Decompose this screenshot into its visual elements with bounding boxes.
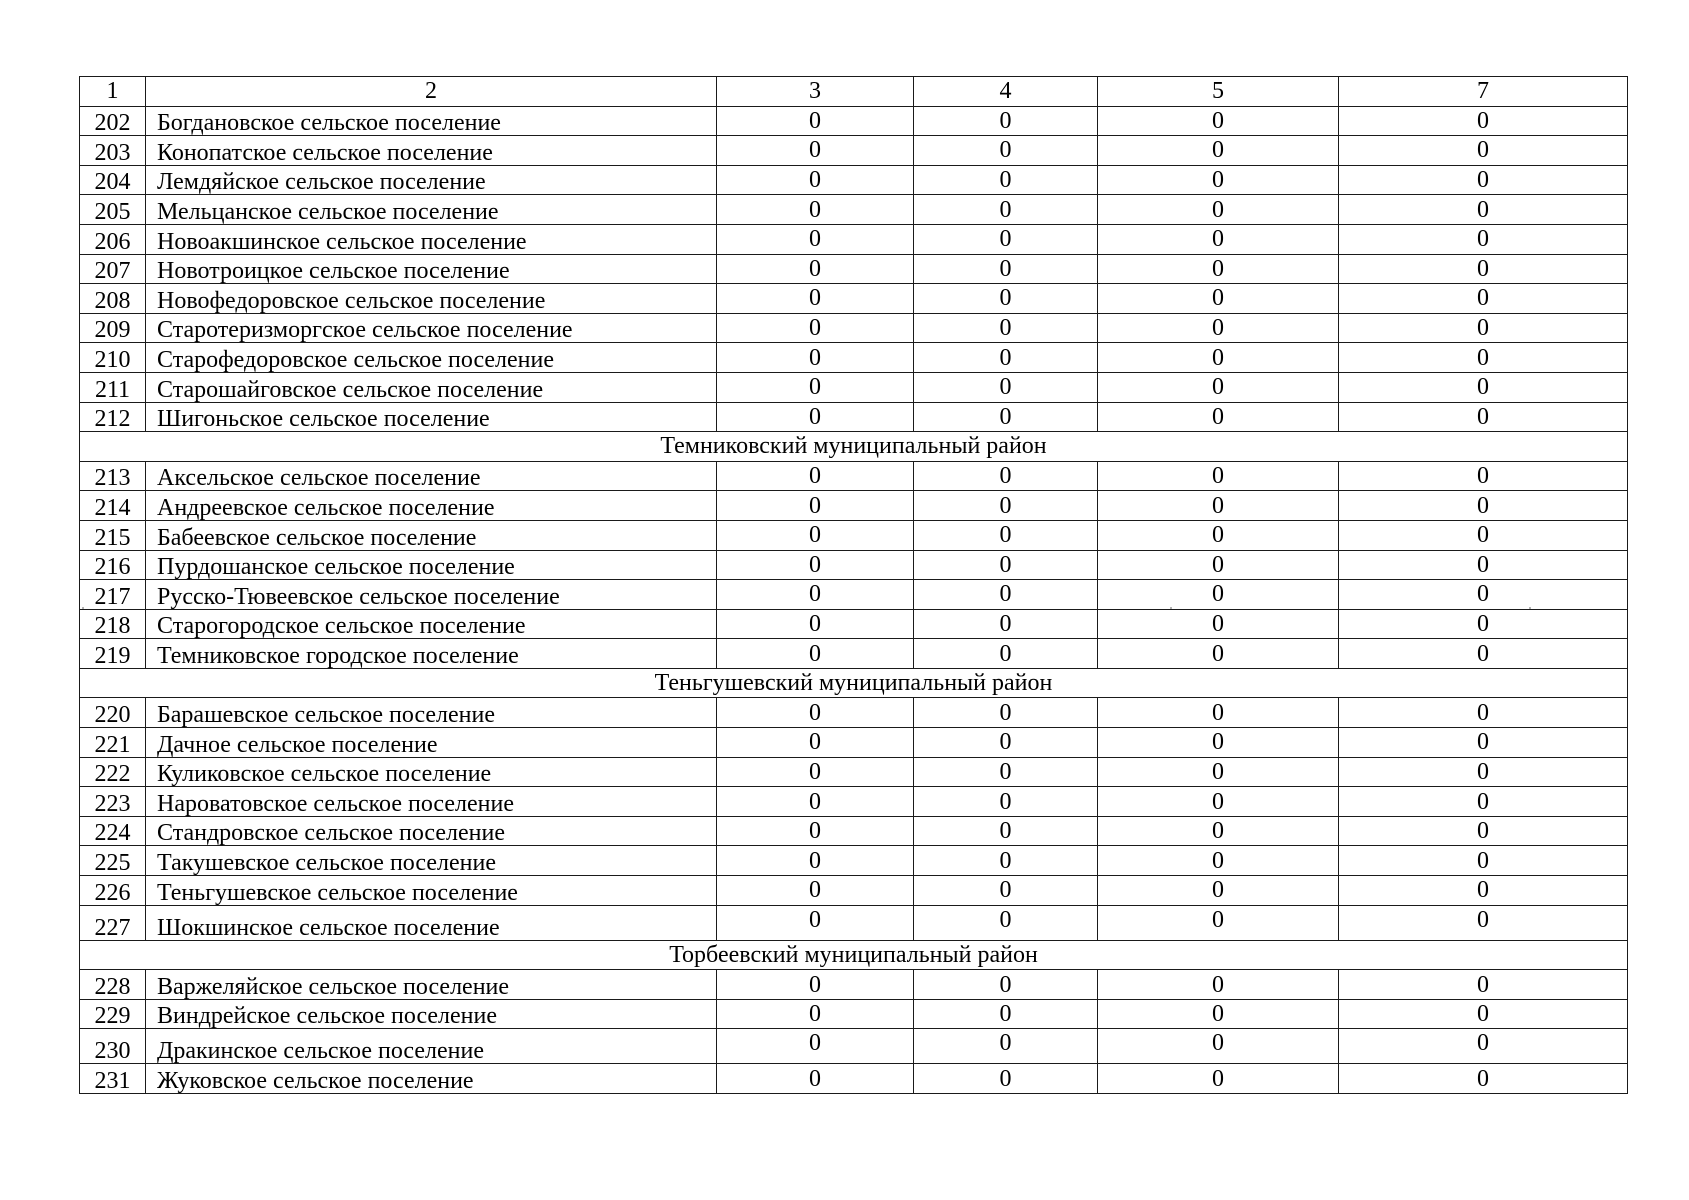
value-cell: 0 <box>1339 402 1628 432</box>
row-number: 226 <box>80 876 146 906</box>
table-row <box>80 639 1628 669</box>
value-cell: 0 <box>1098 136 1339 166</box>
column-header-2: 2 <box>146 77 717 107</box>
value-cell: 0 <box>1339 195 1628 225</box>
value-cell: 0 <box>914 728 1098 758</box>
value-cell: 0 <box>1339 254 1628 284</box>
value-cell: 0 <box>1339 520 1628 550</box>
value-cell: 0 <box>1098 550 1339 580</box>
row-number: 231 <box>80 1064 146 1094</box>
value-cell: 0 <box>914 1029 1098 1064</box>
value-cell: 0 <box>717 698 914 728</box>
table-row <box>80 905 1628 940</box>
table-row <box>80 372 1628 402</box>
value-cell: 0 <box>1339 905 1628 940</box>
row-number: 223 <box>80 787 146 817</box>
settlement-name: Куликовское сельское поселение <box>146 757 717 787</box>
table-row <box>80 999 1628 1029</box>
row-number: 210 <box>80 343 146 373</box>
value-cell: 0 <box>1339 846 1628 876</box>
value-cell: 0 <box>1339 224 1628 254</box>
value-cell: 0 <box>717 520 914 550</box>
value-cell: 0 <box>914 1064 1098 1094</box>
value-cell: 0 <box>1339 1029 1628 1064</box>
value-cell: 0 <box>717 550 914 580</box>
value-cell: 0 <box>717 224 914 254</box>
value-cell: 0 <box>1339 999 1628 1029</box>
value-cell: 0 <box>717 165 914 195</box>
value-cell: 0 <box>717 728 914 758</box>
table-row <box>80 728 1628 758</box>
section-row <box>80 432 1628 462</box>
value-cell: 0 <box>1339 757 1628 787</box>
table-row <box>80 609 1628 639</box>
value-cell: 0 <box>914 698 1098 728</box>
settlement-name: Такушевское сельское поселение <box>146 846 717 876</box>
value-cell: 0 <box>1098 639 1339 669</box>
table-row <box>80 580 1628 610</box>
value-cell: 0 <box>1339 372 1628 402</box>
row-number: 220 <box>80 698 146 728</box>
value-cell: 0 <box>914 106 1098 136</box>
value-cell: 0 <box>717 609 914 639</box>
settlement-name: Нароватовское сельское поселение <box>146 787 717 817</box>
value-cell: 0 <box>717 372 914 402</box>
value-cell: 0 <box>914 195 1098 225</box>
table-row <box>80 816 1628 846</box>
value-cell: 0 <box>1339 698 1628 728</box>
settlement-name: Лемдяйское сельское поселение <box>146 165 717 195</box>
settlement-name: Виндрейское сельское поселение <box>146 999 717 1029</box>
value-cell: 0 <box>914 905 1098 940</box>
value-cell: 0 <box>717 816 914 846</box>
row-number: 221 <box>80 728 146 758</box>
value-cell: 0 <box>1098 254 1339 284</box>
row-number: 214 <box>80 491 146 521</box>
row-number: 208 <box>80 284 146 314</box>
value-cell: 0 <box>1339 343 1628 373</box>
value-cell: 0 <box>717 1029 914 1064</box>
value-cell: 0 <box>1339 491 1628 521</box>
value-cell: 0 <box>1098 313 1339 343</box>
value-cell: 0 <box>914 787 1098 817</box>
row-number: 219 <box>80 639 146 669</box>
value-cell: 0 <box>1098 106 1339 136</box>
value-cell: 0 <box>914 609 1098 639</box>
value-cell: 0 <box>717 343 914 373</box>
table-row <box>80 195 1628 225</box>
value-cell: 0 <box>1098 846 1339 876</box>
table-row <box>80 846 1628 876</box>
table-row <box>80 787 1628 817</box>
row-number: 207 <box>80 254 146 284</box>
section-row <box>80 940 1628 970</box>
table-row <box>80 106 1628 136</box>
value-cell: 0 <box>1339 876 1628 906</box>
value-cell: 0 <box>1098 195 1339 225</box>
section-row <box>80 668 1628 698</box>
value-cell: 0 <box>914 313 1098 343</box>
scan-speck <box>1529 607 1531 609</box>
value-cell: 0 <box>914 876 1098 906</box>
settlement-name: Дракинское сельское поселение <box>146 1029 717 1064</box>
value-cell: 0 <box>1339 106 1628 136</box>
value-cell: 0 <box>1098 728 1339 758</box>
table-row <box>80 402 1628 432</box>
value-cell: 0 <box>1339 787 1628 817</box>
value-cell: 0 <box>914 165 1098 195</box>
row-number: 203 <box>80 136 146 166</box>
settlement-name: Жуковское сельское поселение <box>146 1064 717 1094</box>
header-row <box>80 77 1628 107</box>
value-cell: 0 <box>1339 580 1628 610</box>
settlement-name: Новотроицкое сельское поселение <box>146 254 717 284</box>
value-cell: 0 <box>914 136 1098 166</box>
settlement-name: Старошайговское сельское поселение <box>146 372 717 402</box>
table-row <box>80 698 1628 728</box>
value-cell: 0 <box>1098 224 1339 254</box>
table-row <box>80 254 1628 284</box>
value-cell: 0 <box>914 846 1098 876</box>
value-cell: 0 <box>1339 1064 1628 1094</box>
value-cell: 0 <box>914 343 1098 373</box>
value-cell: 0 <box>914 580 1098 610</box>
table-row <box>80 461 1628 491</box>
table-row <box>80 550 1628 580</box>
table-row <box>80 757 1628 787</box>
value-cell: 0 <box>717 580 914 610</box>
table-row <box>80 876 1628 906</box>
settlement-name: Шигоньское сельское поселение <box>146 402 717 432</box>
value-cell: 0 <box>914 520 1098 550</box>
settlement-name: Русско-Тювеевское сельское поселение <box>146 580 717 610</box>
settlement-name: Богдановское сельское поселение <box>146 106 717 136</box>
settlement-name: Барашевское сельское поселение <box>146 698 717 728</box>
settlement-name: Пурдошанское сельское поселение <box>146 550 717 580</box>
value-cell: 0 <box>1098 1064 1339 1094</box>
value-cell: 0 <box>1098 165 1339 195</box>
value-cell: 0 <box>717 639 914 669</box>
row-number: 222 <box>80 757 146 787</box>
value-cell: 0 <box>717 491 914 521</box>
value-cell: 0 <box>1339 165 1628 195</box>
table-body <box>80 106 1628 1093</box>
section-title: Торбеевский муниципальный район <box>80 940 1628 970</box>
value-cell: 0 <box>1098 491 1339 521</box>
value-cell: 0 <box>914 402 1098 432</box>
row-number: 211 <box>80 372 146 402</box>
table-row <box>80 1064 1628 1094</box>
value-cell: 0 <box>717 461 914 491</box>
row-number: 224 <box>80 816 146 846</box>
column-header-7: 7 <box>1339 77 1628 107</box>
value-cell: 0 <box>914 639 1098 669</box>
value-cell: 0 <box>1098 461 1339 491</box>
value-cell: 0 <box>914 491 1098 521</box>
value-cell: 0 <box>1339 284 1628 314</box>
row-number: 212 <box>80 402 146 432</box>
value-cell: 0 <box>1098 284 1339 314</box>
settlement-name: Теньгушевское сельское поселение <box>146 876 717 906</box>
row-number: 206 <box>80 224 146 254</box>
value-cell: 0 <box>914 757 1098 787</box>
value-cell: 0 <box>1098 580 1339 610</box>
value-cell: 0 <box>717 106 914 136</box>
value-cell: 0 <box>1339 313 1628 343</box>
row-number: 228 <box>80 970 146 1000</box>
value-cell: 0 <box>1098 698 1339 728</box>
section-title: Темниковский муниципальный район <box>80 432 1628 462</box>
settlement-name: Конопатское сельское поселение <box>146 136 717 166</box>
settlement-name: Темниковское городское поселение <box>146 639 717 669</box>
value-cell: 0 <box>717 254 914 284</box>
value-cell: 0 <box>914 254 1098 284</box>
settlement-name: Старогородское сельское поселение <box>146 609 717 639</box>
row-number: 216 <box>80 550 146 580</box>
row-number: 204 <box>80 165 146 195</box>
value-cell: 0 <box>717 876 914 906</box>
value-cell: 0 <box>717 846 914 876</box>
value-cell: 0 <box>914 816 1098 846</box>
value-cell: 0 <box>1339 728 1628 758</box>
row-number: 227 <box>80 905 146 940</box>
scan-speck <box>1170 607 1172 609</box>
value-cell: 0 <box>1339 461 1628 491</box>
row-number: 205 <box>80 195 146 225</box>
row-number: 218 <box>80 609 146 639</box>
row-number: 217 <box>80 580 146 610</box>
value-cell: 0 <box>1098 905 1339 940</box>
value-cell: 0 <box>1098 520 1339 550</box>
column-header-5: 5 <box>1098 77 1339 107</box>
value-cell: 0 <box>717 999 914 1029</box>
column-header-1: 1 <box>80 77 146 107</box>
value-cell: 0 <box>1098 343 1339 373</box>
table-row <box>80 491 1628 521</box>
value-cell: 0 <box>1339 609 1628 639</box>
value-cell: 0 <box>1098 402 1339 432</box>
value-cell: 0 <box>914 550 1098 580</box>
value-cell: 0 <box>717 1064 914 1094</box>
table-row <box>80 1029 1628 1064</box>
column-header-3: 3 <box>717 77 914 107</box>
value-cell: 0 <box>914 999 1098 1029</box>
settlement-name: Новофедоровское сельское поселение <box>146 284 717 314</box>
row-number: 225 <box>80 846 146 876</box>
section-title: Теньгушевский муниципальный район <box>80 668 1628 698</box>
settlement-name: Дачное сельское поселение <box>146 728 717 758</box>
row-number: 230 <box>80 1029 146 1064</box>
row-number: 202 <box>80 106 146 136</box>
value-cell: 0 <box>1098 816 1339 846</box>
value-cell: 0 <box>1339 136 1628 166</box>
value-cell: 0 <box>717 284 914 314</box>
settlements-table <box>79 76 1628 1094</box>
table-row <box>80 520 1628 550</box>
table-row <box>80 284 1628 314</box>
value-cell: 0 <box>914 284 1098 314</box>
value-cell: 0 <box>717 905 914 940</box>
settlement-name: Мельцанское сельское поселение <box>146 195 717 225</box>
value-cell: 0 <box>1339 639 1628 669</box>
value-cell: 0 <box>1098 787 1339 817</box>
settlement-name: Новоакшинское сельское поселение <box>146 224 717 254</box>
value-cell: 0 <box>1098 757 1339 787</box>
value-cell: 0 <box>1339 970 1628 1000</box>
value-cell: 0 <box>1339 816 1628 846</box>
value-cell: 0 <box>1339 550 1628 580</box>
value-cell: 0 <box>717 757 914 787</box>
scan-speck <box>82 607 84 609</box>
value-cell: 0 <box>914 970 1098 1000</box>
value-cell: 0 <box>717 970 914 1000</box>
value-cell: 0 <box>1098 876 1339 906</box>
value-cell: 0 <box>717 136 914 166</box>
settlement-name: Бабеевское сельское поселение <box>146 520 717 550</box>
value-cell: 0 <box>1098 609 1339 639</box>
value-cell: 0 <box>1098 372 1339 402</box>
row-number: 215 <box>80 520 146 550</box>
value-cell: 0 <box>717 402 914 432</box>
row-number: 213 <box>80 461 146 491</box>
table-row <box>80 970 1628 1000</box>
value-cell: 0 <box>717 787 914 817</box>
settlement-name: Стандровское сельское поселение <box>146 816 717 846</box>
value-cell: 0 <box>914 461 1098 491</box>
table-row <box>80 224 1628 254</box>
column-header-4: 4 <box>914 77 1098 107</box>
settlement-name: Варжеляйское сельское поселение <box>146 970 717 1000</box>
value-cell: 0 <box>1098 1029 1339 1064</box>
settlement-name: Старофедоровское сельское поселение <box>146 343 717 373</box>
row-number: 229 <box>80 999 146 1029</box>
value-cell: 0 <box>914 372 1098 402</box>
value-cell: 0 <box>717 313 914 343</box>
value-cell: 0 <box>1098 970 1339 1000</box>
settlement-name: Андреевское сельское поселение <box>146 491 717 521</box>
row-number: 209 <box>80 313 146 343</box>
settlement-name: Шокшинское сельское поселение <box>146 905 717 940</box>
value-cell: 0 <box>1098 999 1339 1029</box>
value-cell: 0 <box>717 195 914 225</box>
table-row <box>80 165 1628 195</box>
table-row <box>80 136 1628 166</box>
value-cell: 0 <box>914 224 1098 254</box>
table-row <box>80 313 1628 343</box>
settlement-name: Аксельское сельское поселение <box>146 461 717 491</box>
table-row <box>80 343 1628 373</box>
settlement-name: Старотеризморгское сельское поселение <box>146 313 717 343</box>
